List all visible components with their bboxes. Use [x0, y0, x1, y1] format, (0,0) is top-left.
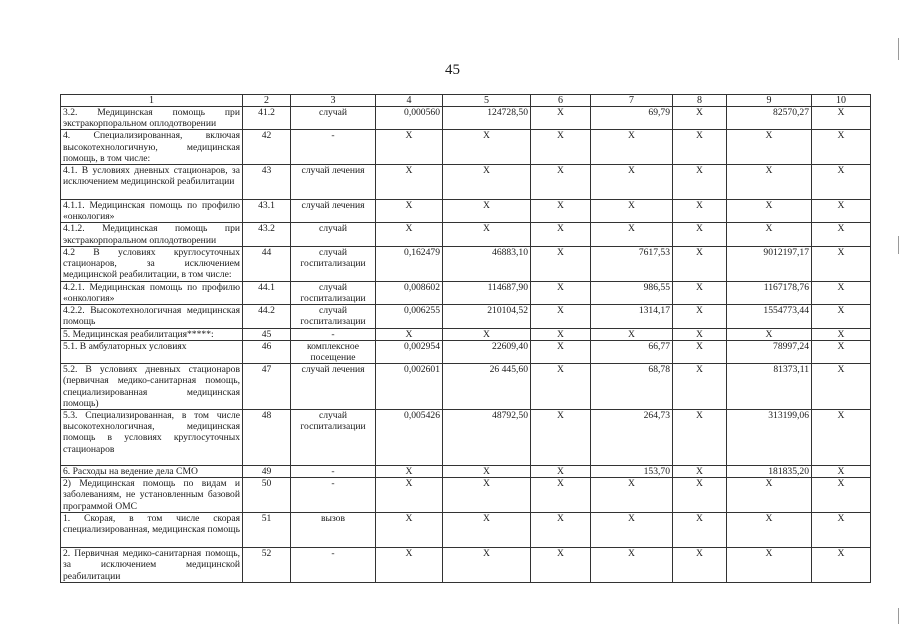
col6-cell: X — [531, 548, 591, 583]
total-cell: 9012197,17 — [727, 246, 812, 281]
volume-cell: 0,002601 — [376, 364, 443, 410]
col6-cell: X — [531, 281, 591, 304]
unit-cell: случай лечения — [291, 200, 376, 223]
table-row — [61, 340, 871, 363]
col8-cell: X — [673, 305, 727, 328]
total-cell: 81373,11 — [727, 364, 812, 410]
per-capita-cell: X — [591, 223, 673, 246]
header-cell-9: 9 — [727, 95, 812, 107]
line-code-cell: 49 — [243, 466, 291, 478]
edge-mark-top — [898, 38, 899, 60]
unit-cell: - — [291, 328, 376, 340]
table-row — [61, 548, 871, 583]
total-cell: 78997,24 — [727, 340, 812, 363]
per-capita-cell: 1314,17 — [591, 305, 673, 328]
col10-cell: X — [812, 246, 871, 281]
section-cell: 1. Скорая, в том числе скорая специализированная, медицинская помощь — [61, 513, 243, 548]
per-capita-cell: X — [591, 478, 673, 513]
edge-mark-middle — [898, 236, 899, 254]
volume-cell: X — [376, 328, 443, 340]
line-code-cell: 41.2 — [243, 107, 291, 130]
unit-cell: случай — [291, 107, 376, 130]
header-cell-7: 7 — [591, 95, 673, 107]
section-cell: 3.2. Медицинская помощь при экстракорпоральном оплодотворении — [61, 107, 243, 130]
cost-cell: X — [443, 328, 531, 340]
total-cell: X — [727, 223, 812, 246]
line-code-cell: 43.2 — [243, 223, 291, 246]
table-row — [61, 165, 871, 200]
total-cell: 1554773,44 — [727, 305, 812, 328]
line-code-cell: 44.2 — [243, 305, 291, 328]
volume-cell: 0,005426 — [376, 410, 443, 466]
col8-cell: X — [673, 200, 727, 223]
page-number: 45 — [445, 62, 460, 78]
unit-cell: случай госпитализации — [291, 246, 376, 281]
per-capita-cell: X — [591, 165, 673, 200]
cost-cell: 124728,50 — [443, 107, 531, 130]
table-row — [61, 130, 871, 165]
col6-cell: X — [531, 466, 591, 478]
col10-cell: X — [812, 340, 871, 363]
header-cell-3: 3 — [291, 95, 376, 107]
volume-cell: X — [376, 223, 443, 246]
line-code-cell: 52 — [243, 548, 291, 583]
col10-cell: X — [812, 364, 871, 410]
unit-cell: - — [291, 130, 376, 165]
col6-cell: X — [531, 513, 591, 548]
section-cell: 5.2. В условиях дневных стационаров (первичная медико-санитарная помощь, специализированная медицинская помощь) — [61, 364, 243, 410]
cost-cell: X — [443, 478, 531, 513]
section-cell: 2. Первичная медико-санитарная помощь, за исключением медицинской реабилитации — [61, 548, 243, 583]
unit-cell: вызов — [291, 513, 376, 548]
volume-cell: X — [376, 513, 443, 548]
col6-cell: X — [531, 107, 591, 130]
cost-cell: X — [443, 513, 531, 548]
table-row — [61, 281, 871, 304]
cost-cell: 46883,10 — [443, 246, 531, 281]
col8-cell: X — [673, 165, 727, 200]
total-cell: X — [727, 548, 812, 583]
table-row — [61, 200, 871, 223]
total-cell: X — [727, 165, 812, 200]
volume-cell: 0,006255 — [376, 305, 443, 328]
col8-cell: X — [673, 478, 727, 513]
col6-cell: X — [531, 200, 591, 223]
col10-cell: X — [812, 281, 871, 304]
line-code-cell: 42 — [243, 130, 291, 165]
total-cell: 82570,27 — [727, 107, 812, 130]
per-capita-cell: 66,77 — [591, 340, 673, 363]
col10-cell: X — [812, 223, 871, 246]
line-code-cell: 47 — [243, 364, 291, 410]
header-cell-10: 10 — [812, 95, 871, 107]
section-cell: 5.3. Специализированная, в том числе высокотехнологичная, медицинская помощь в условиях круглосуточных стационаров — [61, 410, 243, 466]
total-cell: X — [727, 513, 812, 548]
volume-cell: X — [376, 200, 443, 223]
col10-cell: X — [812, 466, 871, 478]
col6-cell: X — [531, 130, 591, 165]
table-row — [61, 107, 871, 130]
unit-cell: комплексное посещение — [291, 340, 376, 363]
col8-cell: X — [673, 223, 727, 246]
header-cell-8: 8 — [673, 95, 727, 107]
col10-cell: X — [812, 513, 871, 548]
col8-cell: X — [673, 466, 727, 478]
cost-cell: 114687,90 — [443, 281, 531, 304]
unit-cell: случай — [291, 223, 376, 246]
col10-cell: X — [812, 548, 871, 583]
col8-cell: X — [673, 513, 727, 548]
table-row — [61, 364, 871, 410]
header-cell-4: 4 — [376, 95, 443, 107]
line-code-cell: 45 — [243, 328, 291, 340]
per-capita-cell: X — [591, 328, 673, 340]
col8-cell: X — [673, 328, 727, 340]
col6-cell: X — [531, 246, 591, 281]
line-code-cell: 44.1 — [243, 281, 291, 304]
section-cell: 2) Медицинская помощь по видам и заболеваниям, не установленным базовой программой ОМС — [61, 478, 243, 513]
line-code-cell: 48 — [243, 410, 291, 466]
col8-cell: X — [673, 107, 727, 130]
section-cell: 4.1. В условиях дневных стационаров, за исключением медицинской реабилитации — [61, 165, 243, 200]
per-capita-cell: 68,78 — [591, 364, 673, 410]
unit-cell: случай госпитализации — [291, 410, 376, 466]
col8-cell: X — [673, 281, 727, 304]
unit-cell: случай лечения — [291, 165, 376, 200]
cost-cell: 210104,52 — [443, 305, 531, 328]
table-row — [61, 305, 871, 328]
per-capita-cell: 7617,53 — [591, 246, 673, 281]
cost-cell: X — [443, 548, 531, 583]
col8-cell: X — [673, 410, 727, 466]
col6-cell: X — [531, 478, 591, 513]
header-cell-1: 1 — [61, 95, 243, 107]
header-cell-5: 5 — [443, 95, 531, 107]
per-capita-cell: X — [591, 130, 673, 165]
volume-cell: X — [376, 548, 443, 583]
section-cell: 6. Расходы на ведение дела СМО — [61, 466, 243, 478]
line-code-cell: 43.1 — [243, 200, 291, 223]
per-capita-cell: X — [591, 513, 673, 548]
total-cell: X — [727, 200, 812, 223]
total-cell: X — [727, 328, 812, 340]
line-code-cell: 46 — [243, 340, 291, 363]
col8-cell: X — [673, 340, 727, 363]
section-cell: 5. Медицинская реабилитация*****: — [61, 328, 243, 340]
total-cell: 181835,20 — [727, 466, 812, 478]
col6-cell: X — [531, 305, 591, 328]
unit-cell: случай госпитализации — [291, 305, 376, 328]
col10-cell: X — [812, 200, 871, 223]
volume-cell: X — [376, 165, 443, 200]
col10-cell: X — [812, 328, 871, 340]
table-row — [61, 513, 871, 548]
line-code-cell: 50 — [243, 478, 291, 513]
per-capita-cell: X — [591, 200, 673, 223]
section-cell: 4.2 В условиях круглосуточных стационаров, за исключением медицинской реабилитации, в том числе: — [61, 246, 243, 281]
tariff-table — [60, 94, 871, 583]
cost-cell: X — [443, 223, 531, 246]
total-cell: 313199,06 — [727, 410, 812, 466]
volume-cell: 0,008602 — [376, 281, 443, 304]
per-capita-cell: 264,73 — [591, 410, 673, 466]
volume-cell: 0,162479 — [376, 246, 443, 281]
cost-cell: 22609,40 — [443, 340, 531, 363]
col8-cell: X — [673, 246, 727, 281]
section-cell: 4. Специализированная, включая высокотехнологичную, медицинская помощь, в том числе: — [61, 130, 243, 165]
col6-cell: X — [531, 223, 591, 246]
per-capita-cell: 986,55 — [591, 281, 673, 304]
line-code-cell: 44 — [243, 246, 291, 281]
table-row — [61, 478, 871, 513]
section-cell: 4.1.2. Медицинская помощь при экстракорпоральном оплодотворении — [61, 223, 243, 246]
line-code-cell: 51 — [243, 513, 291, 548]
unit-cell: - — [291, 466, 376, 478]
cost-cell: X — [443, 200, 531, 223]
total-cell: 1167178,76 — [727, 281, 812, 304]
cost-cell: 26 445,60 — [443, 364, 531, 410]
per-capita-cell: 153,70 — [591, 466, 673, 478]
table-row — [61, 328, 871, 340]
col10-cell: X — [812, 478, 871, 513]
col10-cell: X — [812, 410, 871, 466]
col6-cell: X — [531, 165, 591, 200]
col10-cell: X — [812, 130, 871, 165]
header-cell-2: 2 — [243, 95, 291, 107]
col8-cell: X — [673, 548, 727, 583]
col6-cell: X — [531, 328, 591, 340]
total-cell: X — [727, 130, 812, 165]
unit-cell: - — [291, 478, 376, 513]
cost-cell: X — [443, 466, 531, 478]
col10-cell: X — [812, 305, 871, 328]
table-row — [61, 246, 871, 281]
per-capita-cell: X — [591, 548, 673, 583]
cost-cell: X — [443, 130, 531, 165]
table-row — [61, 223, 871, 246]
section-cell: 4.1.1. Медицинская помощь по профилю «онкология» — [61, 200, 243, 223]
header-row — [61, 95, 871, 107]
volume-cell: 0,002954 — [376, 340, 443, 363]
volume-cell: X — [376, 130, 443, 165]
unit-cell: случай лечения — [291, 364, 376, 410]
col8-cell: X — [673, 130, 727, 165]
section-cell: 5.1. В амбулаторных условиях — [61, 340, 243, 363]
col10-cell: X — [812, 165, 871, 200]
edge-mark-bottom — [898, 608, 899, 624]
col8-cell: X — [673, 364, 727, 410]
col10-cell: X — [812, 107, 871, 130]
cost-cell: 48792,50 — [443, 410, 531, 466]
col6-cell: X — [531, 340, 591, 363]
line-code-cell: 43 — [243, 165, 291, 200]
unit-cell: - — [291, 548, 376, 583]
header-cell-6: 6 — [531, 95, 591, 107]
total-cell: X — [727, 478, 812, 513]
table-row — [61, 410, 871, 466]
col6-cell: X — [531, 410, 591, 466]
per-capita-cell: 69,79 — [591, 107, 673, 130]
volume-cell: 0,000560 — [376, 107, 443, 130]
unit-cell: случай госпитализации — [291, 281, 376, 304]
table-row — [61, 466, 871, 478]
section-cell: 4.2.2. Высокотехнологичная медицинская помощь — [61, 305, 243, 328]
col6-cell: X — [531, 364, 591, 410]
cost-cell: X — [443, 165, 531, 200]
section-cell: 4.2.1. Медицинская помощь по профилю «онкология» — [61, 281, 243, 304]
volume-cell: X — [376, 466, 443, 478]
volume-cell: X — [376, 478, 443, 513]
